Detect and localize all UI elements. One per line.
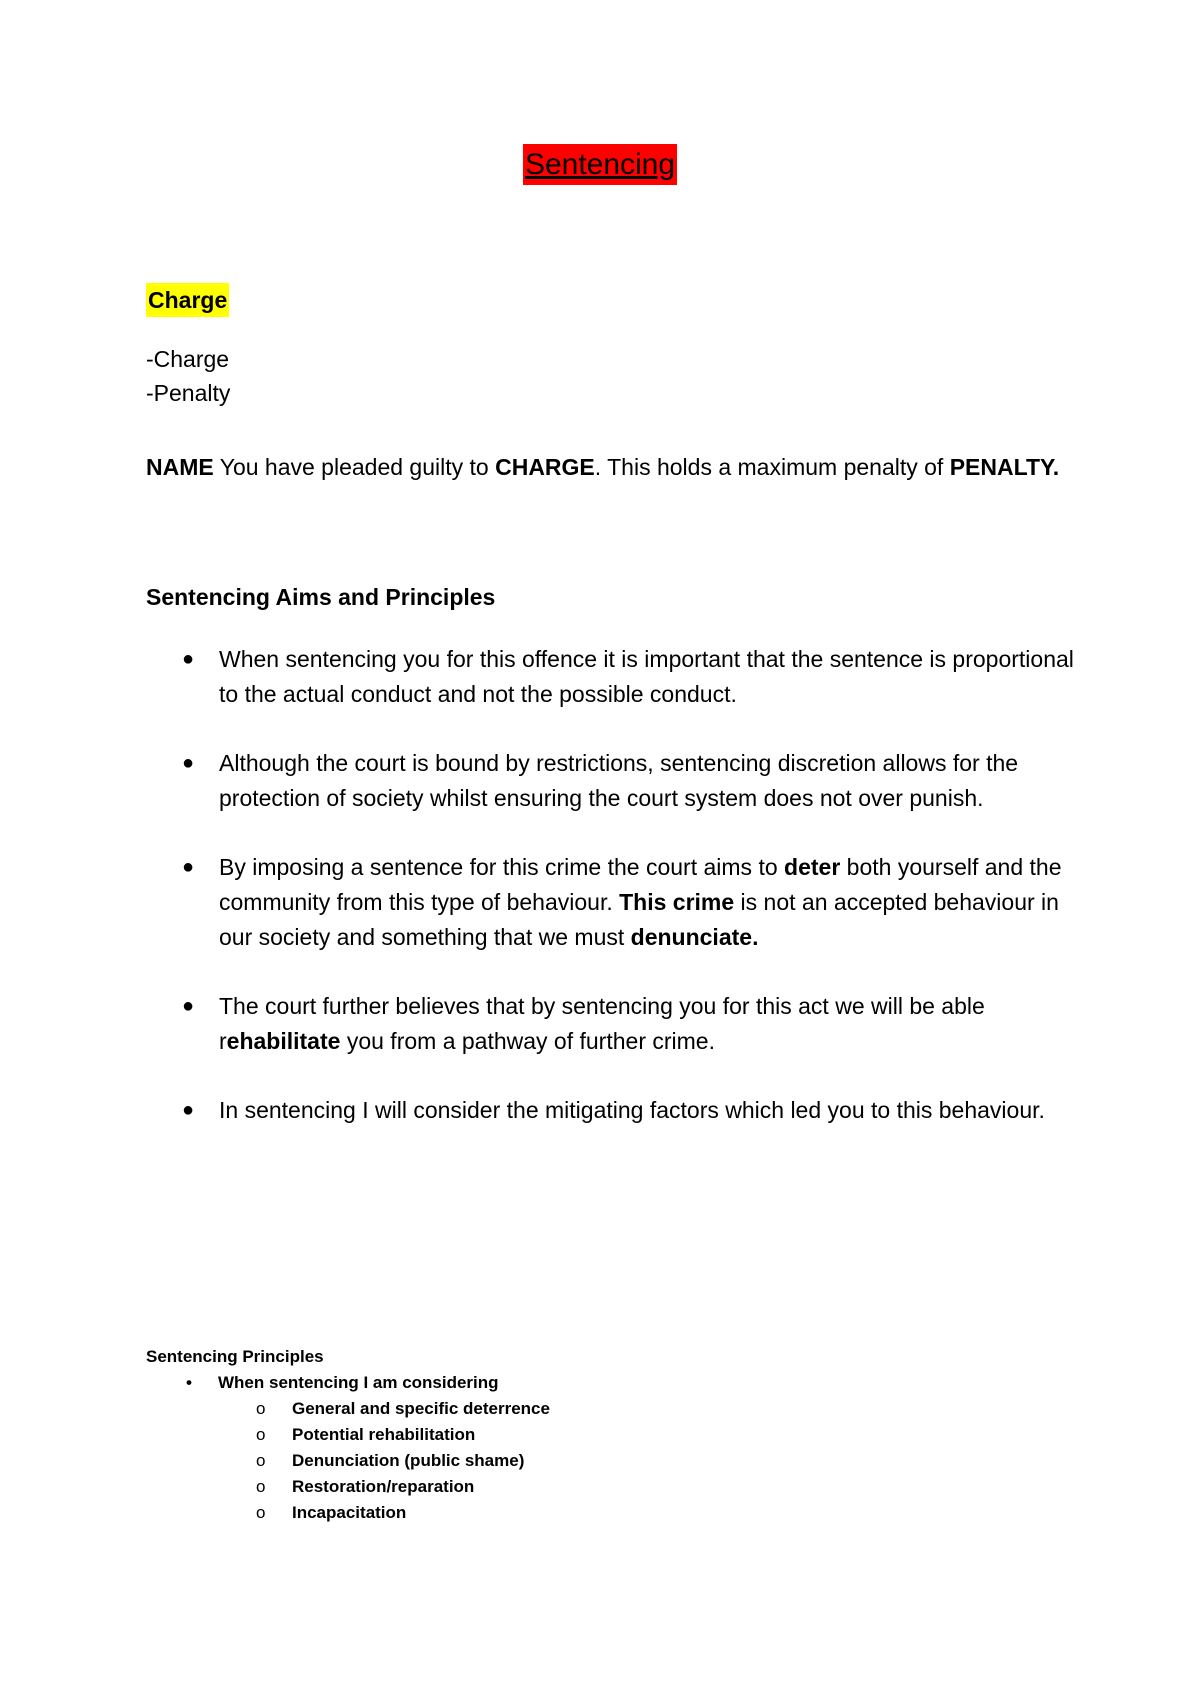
title-text: Sentencing [523,144,677,185]
aim-text-mid: both yourself and the community from this type of behaviour. [219,854,1062,915]
circle-bullet-icon: o [256,1477,266,1496]
charge-lines [146,342,1076,410]
aim-bold-crime: This crime [619,889,735,915]
bullet-icon: • [186,1373,192,1392]
list-item [146,642,1076,712]
aim-bold-rehabilitate: ehabilitate [226,1028,341,1054]
principle-item: Restoration/reparation [292,1477,475,1496]
bullet-icon: ● [182,1099,195,1121]
aim-bold-denunciate: denunciate. [630,924,759,950]
circle-bullet-icon: o [256,1399,266,1418]
principle-item: General and specific deterrence [292,1399,550,1418]
bullet-icon: ● [182,856,195,878]
aim-text-post: is not an accepted behaviour in our society and something that we must [219,889,1059,950]
list-item [146,746,1076,816]
circle-bullet-icon: o [256,1425,266,1444]
bullet-icon: ● [182,648,195,670]
list-item [146,989,1076,1059]
statement-penalty: PENALTY. [949,454,1060,480]
list-item [146,1448,550,1474]
statement-paragraph [146,450,1076,484]
list-item [146,1093,1076,1128]
charge-heading: Charge [146,283,229,317]
list-item [146,1474,550,1500]
principles-heading: Sentencing Principles [146,1347,324,1366]
statement-charge: CHARGE [495,454,595,480]
circle-bullet-icon: o [256,1451,266,1470]
charge-heading-block [146,283,1076,317]
aim-text-pre: By imposing a sentence for this crime the court aims to [219,854,785,880]
aims-list [146,642,1076,1162]
list-item [146,1422,550,1448]
circle-bullet-icon: o [256,1503,266,1522]
aim-text: When sentencing you for this offence it is important that the sentence is proportional to the actual conduct and not the possible conduct. [219,646,1074,707]
aim-text-post: you from a pathway of further crime. [340,1028,715,1054]
bullet-icon: ● [182,995,195,1017]
penalty-line: -Penalty [146,380,231,406]
statement-text-1: You have pleaded guilty to [213,454,496,480]
bullet-icon: ● [182,752,195,774]
principle-item: Incapacitation [292,1503,407,1522]
aims-heading: Sentencing Aims and Principles [146,584,496,610]
aim-bold-deter: deter [784,854,841,880]
charge-line: -Charge [146,346,230,372]
principles-lead: When sentencing I am considering [218,1373,499,1392]
list-item [146,1396,550,1422]
principles-section [146,1344,550,1526]
list-item [146,1370,550,1396]
document-title [0,142,1200,188]
list-item [146,850,1076,955]
list-item [146,1500,550,1526]
principle-item: Denunciation (public shame) [292,1451,525,1470]
statement-text-2: . This holds a maximum penalty of [594,454,950,480]
principle-item: Potential rehabilitation [292,1425,476,1444]
aim-text: Although the court is bound by restrictions, sentencing discretion allows for the protection of society whilst ensuring the court system does not over punish. [219,750,1019,811]
statement-name: NAME [146,454,214,480]
aim-text-pre: The court further believes that by sentencing you for this act we will be able r [219,993,985,1054]
aim-text: In sentencing I will consider the mitigating factors which led you to this behaviour. [219,1097,1045,1123]
